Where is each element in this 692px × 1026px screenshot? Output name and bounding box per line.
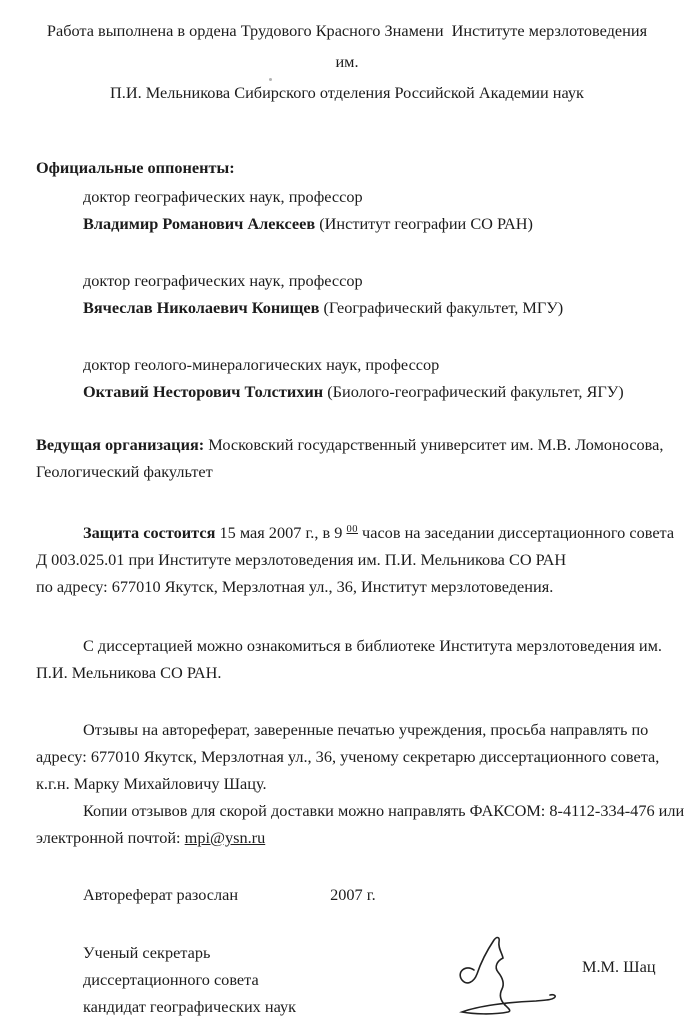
- secretary-line1: Ученый секретарь: [83, 943, 211, 962]
- opponent-name-line: [36, 378, 658, 405]
- leading-organization-value: Московский государственный университет им. М.В. Ломоносова,: [204, 435, 664, 454]
- distribution-year: 2007 г.: [330, 885, 376, 904]
- opponent-degree: доктор геолого-минералогических наук, профессор: [83, 355, 440, 374]
- leading-organization-line1: [36, 431, 664, 458]
- defense-label: Защита состоится: [83, 523, 216, 542]
- leading-organization-line2: Геологический факультет: [36, 462, 213, 481]
- feedback-email: mpi@ysn.ru: [184, 828, 266, 847]
- defense-line2: Д 003.025.01 при Институте мерзлотоведения им. П.И. Мельникова СО РАН: [36, 550, 567, 569]
- feedback-line4: Копии отзывов для скорой доставки можно направлять ФАКСОМ: 8-4112-334-476 или: [83, 801, 685, 820]
- opponents-section: [36, 154, 658, 405]
- library-section: [36, 632, 662, 686]
- header-line1: Работа выполнена в ордена Трудового Красного Знамени Институте мерзлотоведения им.: [46, 21, 652, 71]
- scan-artifact-dot: [269, 78, 272, 81]
- distribution-section: [36, 881, 658, 908]
- secretary-line2: диссертационного совета: [83, 970, 259, 989]
- opponent-name-line: [36, 210, 658, 237]
- opponent-name: Вячеслав Николаевич Конищев: [83, 298, 320, 317]
- feedback-line1: Отзывы на автореферат, заверенные печатью учреждения, просьба направлять по: [83, 720, 649, 739]
- opponent-item: [36, 351, 658, 405]
- leading-organization-section: [36, 431, 664, 485]
- opponent-item: [36, 183, 658, 237]
- defense-time-superscript: 00: [346, 524, 358, 535]
- distribution-label: Автореферат разослан: [83, 885, 239, 904]
- defense-section: [36, 516, 675, 600]
- feedback-section: [36, 716, 685, 851]
- opponent-item: [36, 267, 658, 321]
- opponent-name: Владимир Романович Алексеев: [83, 214, 316, 233]
- distribution-line: [36, 881, 658, 908]
- defense-line3: по адресу: 677010 Якутск, Мерзлотная ул., 36, Институт мерзлотоведения.: [36, 577, 554, 596]
- header: [36, 0, 658, 108]
- signer-name: М.М. Шац: [582, 957, 656, 976]
- header-line2: П.И. Мельникова Сибирского отделения Российской Академии наук: [110, 83, 584, 102]
- opponent-degree: доктор географических наук, профессор: [83, 271, 363, 290]
- defense-line1: [36, 516, 675, 546]
- secretary-section: [36, 939, 658, 1020]
- opponent-affiliation: (Географический факультет, МГУ): [319, 298, 564, 317]
- feedback-line5: [36, 824, 658, 851]
- library-line2: П.И. Мельникова СО РАН.: [36, 663, 222, 682]
- opponent-name: Октавий Несторович Толстихин: [83, 382, 324, 401]
- library-line1: С диссертацией можно ознакомиться в библиотеке Института мерзлотоведения им.: [83, 636, 662, 655]
- feedback-email-prefix: электронной почтой:: [36, 828, 185, 847]
- feedback-line2: адресу: 677010 Якутск, Мерзлотная ул., 36, ученому секретарю диссертационного совета,: [36, 747, 660, 766]
- secretary-line3: кандидат географических наук: [83, 997, 297, 1016]
- opponent-degree: доктор географических наук, профессор: [83, 187, 363, 206]
- signature-scribble-icon: [448, 922, 560, 1018]
- leading-organization-label: Ведущая организация:: [36, 435, 205, 454]
- defense-datetime: 15 мая 2007 г., в 9: [215, 523, 347, 542]
- opponent-affiliation: (Биолого-географический факультет, ЯГУ): [323, 382, 624, 401]
- opponent-affiliation: (Институт географии СО РАН): [315, 214, 533, 233]
- defense-line1-rest: часов на заседании диссертационного совета: [357, 523, 675, 542]
- opponent-name-line: [36, 294, 658, 321]
- feedback-line3: к.г.н. Марку Михайловичу Шацу.: [36, 774, 267, 793]
- opponents-heading: Официальные оппоненты:: [36, 158, 235, 177]
